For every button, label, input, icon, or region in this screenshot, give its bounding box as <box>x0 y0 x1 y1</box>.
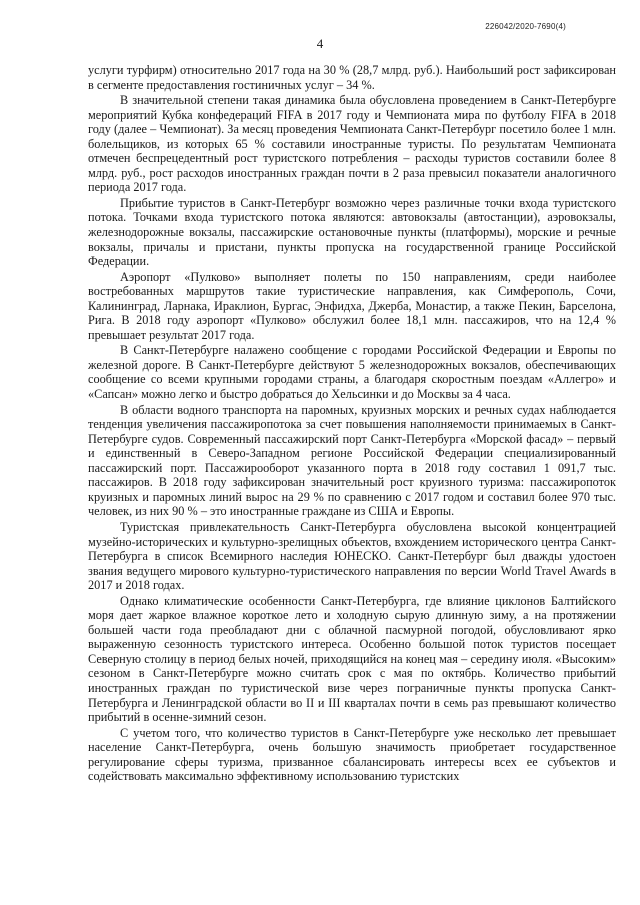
paragraph-fifa-events: В значительной степени такая динамика была обусловлена проведением в Санкт-Петербурге мероприятий Кубка конфедераций FIFA в 2017 году и Чемпионата мира по футболу FIFA в 2018 году (далее – Чемпионат). За месяц проведения Чемпионата Санкт-Петербург посетило более 1 млн. болельщиков, из которых 65 % составили иностранные туристы. По результатам Чемпионата отмечен беспрецедентный рост туристского потребления – расходы туристов составили более 8 млрд. руб., рост расходов иностранных граждан почти в 2 раза превысил показатели аналогичного периода 2017 года. <box>88 93 616 195</box>
document-body <box>88 63 616 784</box>
paragraph-continuation: услуги турфирм) относительно 2017 года на 30 % (28,7 млрд. руб.). Наибольший рост зафиксирован в сегменте предоставления гостиничных услуг – 34 %. <box>88 63 616 92</box>
paragraph-regulation: С учетом того, что количество туристов в Санкт-Петербурге уже несколько лет превышает население Санкт-Петербурга, очень большую значимость приобретает государственное регулирование сферы туризма, призванное сбалансировать интересы всех ее субъектов и содействовать максимально эффективному использованию туристских <box>88 725 616 784</box>
paragraph-entry-points: Прибытие туристов в Санкт-Петербург возможно через различные точки входа туристского потока. Точками входа туристского потока являются: автовокзалы (автостанции), аэровокзалы, железнодорожные вокзалы, пассажирские остановочные пункты (платформы), морские и речные вокзалы, причалы и пристани, пункты пропуска на государственной границе Российской Федерации. <box>88 195 616 269</box>
paragraph-railway: В Санкт-Петербурге налажено сообщение с городами Российской Федерации и Европы по железной дороге. В Санкт-Петербурге действуют 5 железнодорожных вокзалов, обеспечивающих сообщение со всеми крупными городами страны, а благодаря скоростным поездам «Аллегро» и «Сапсан» можно легко и быстро добраться до Хельсинки и до Москвы за 4 часа. <box>88 343 616 402</box>
paragraph-attractiveness: Туристская привлекательность Санкт-Петербурга обусловлена высокой концентрацией музейно-исторических и культурно-зрелищных объектов, вхождением исторического центра Санкт-Петербурга в список Всемирного наследия ЮНЕСКО. Санкт-Петербург был дважды удостоен звания ведущего мирового культурно-туристического направления по версии World Travel Awards в 2017 и 2018 годах. <box>88 519 616 593</box>
paragraph-water-transport: В области водного транспорта на паромных, круизных морских и речных судах наблюдается тенденция увеличения пассажиропотока за счет повышения наполняемости принимаемых в Санкт-Петербурге судов. Современный пассажирский порт Санкт-Петербурга «Морской фасад» – первый и единственный в Северо-Западном регионе Российской Федерации специализированный пассажирский порт. Пассажирооборот указанного порта в 2018 году составил 1 091,7 тыс. пассажиров. В 2018 году зафиксирован значительный рост круизного туризма: пассажиропоток круизных и паромных линий вырос на 29 % по сравнению с 2017 годом и составил более 970 тыс. человек, из них 90 % – это иностранные граждане из США и Европы. <box>88 402 616 519</box>
page-number: 4 <box>316 36 324 51</box>
document-id: 226042/2020-7690(4) <box>485 22 566 31</box>
paragraph-climate-seasonality: Однако климатические особенности Санкт-Петербурга, где влияние циклонов Балтийского моря дает жаркое влажное короткое лето и холодную сырую длинную зиму, а на протяжении большей части года преобладают дни с облачной пасмурной погодой, обусловливают ярко выраженную сезонность туристского интереса. Особенно большой поток туристов посещает Северную столицу в период белых ночей, приходящийся на конец мая – середину июля. «Высоким» сезоном в Санкт-Петербурге можно считать срок с мая по октябрь. Количество прибытий иностранных граждан по туристической визе через пограничные пункты пропуска Санкт-Петербурга и Ленинградской области во II и III кварталах почти в семь раз превышают количество прибытий в осенне-зимний сезон. <box>88 593 616 725</box>
paragraph-pulkovo-airport: Аэропорт «Пулково» выполняет полеты по 150 направлениям, среди наиболее востребованных маршрутов такие туристические направления, как Симферополь, Сочи, Калининград, Ларнака, Ираклион, Бургас, Энфидха, Джерба, Монастир, а также Пекин, Барселона, Рига. В 2018 году аэропорт «Пулково» обслужил более 18,1 млн. пассажиров, что на 12,4 % превышает результат 2017 года. <box>88 269 616 342</box>
